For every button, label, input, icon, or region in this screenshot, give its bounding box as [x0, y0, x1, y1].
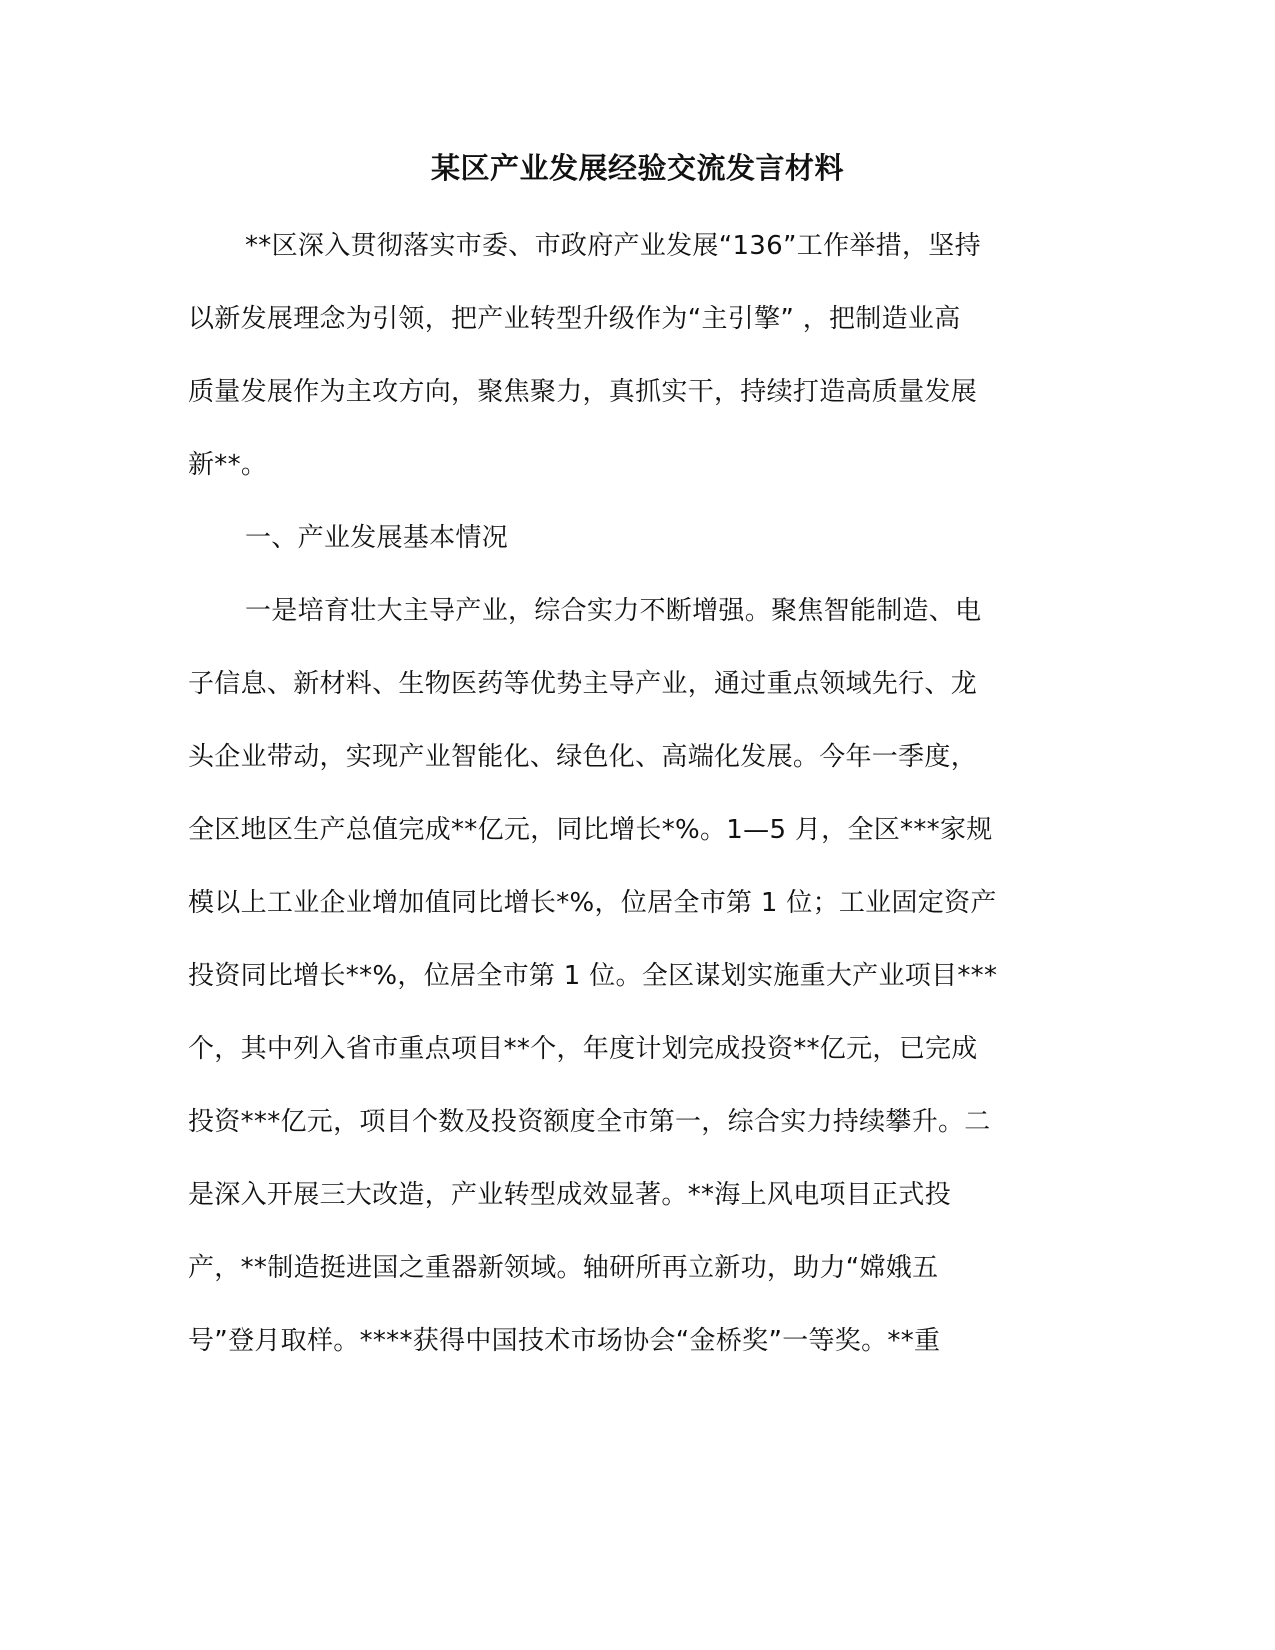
paragraph-line: **区深入贯彻落实市委、市政府产业发展“136”工作举措，坚持 [245, 231, 981, 261]
paragraph-line: 号”登月取样。****获得中国技术市场协会“金桥奖”一等奖。**重 [188, 1326, 941, 1356]
paragraph-line: 是深入开展三大改造，产业转型成效显著。**海上风电项目正式投 [188, 1180, 952, 1210]
paragraph-line: 质量发展作为主攻方向，聚焦聚力，真抓实干，持续打造高质量发展 [188, 377, 978, 407]
paragraph-line: 一是培育壮大主导产业，综合实力不断增强。聚焦智能制造、电 [245, 596, 982, 626]
section-heading: 一、产业发展基本情况 [245, 523, 509, 553]
paragraph-line: 投资同比增长**%，位居全市第 1 位。全区谋划实施重大产业项目*** [188, 961, 998, 991]
paragraph-line: 新**。 [188, 450, 268, 480]
paragraph-line: 投资***亿元，项目个数及投资额度全市第一，综合实力持续攀升。二 [188, 1107, 991, 1137]
paragraph-line: 产，**制造挺进国之重器新领域。轴研所再立新功，助力“嫦娥五 [188, 1253, 939, 1283]
paragraph-line: 全区地区生产总值完成**亿元，同比增长*%。1—5 月，全区***家规 [188, 815, 993, 845]
document-title: 某区产业发展经验交流发言材料 [430, 151, 844, 185]
paragraph-line: 以新发展理念为引领，把产业转型升级作为“主引擎” ，把制造业高 [188, 304, 961, 334]
paragraph-line: 模以上工业企业增加值同比增长*%，位居全市第 1 位；工业固定资产 [188, 888, 997, 918]
paragraph-line: 头企业带动，实现产业智能化、绿色化、高端化发展。今年一季度， [188, 742, 978, 772]
paragraph-line: 子信息、新材料、生物医药等优势主导产业，通过重点领域先行、龙 [188, 669, 978, 699]
paragraph-line: 个，其中列入省市重点项目**个，年度计划完成投资**亿元，已完成 [188, 1034, 978, 1064]
